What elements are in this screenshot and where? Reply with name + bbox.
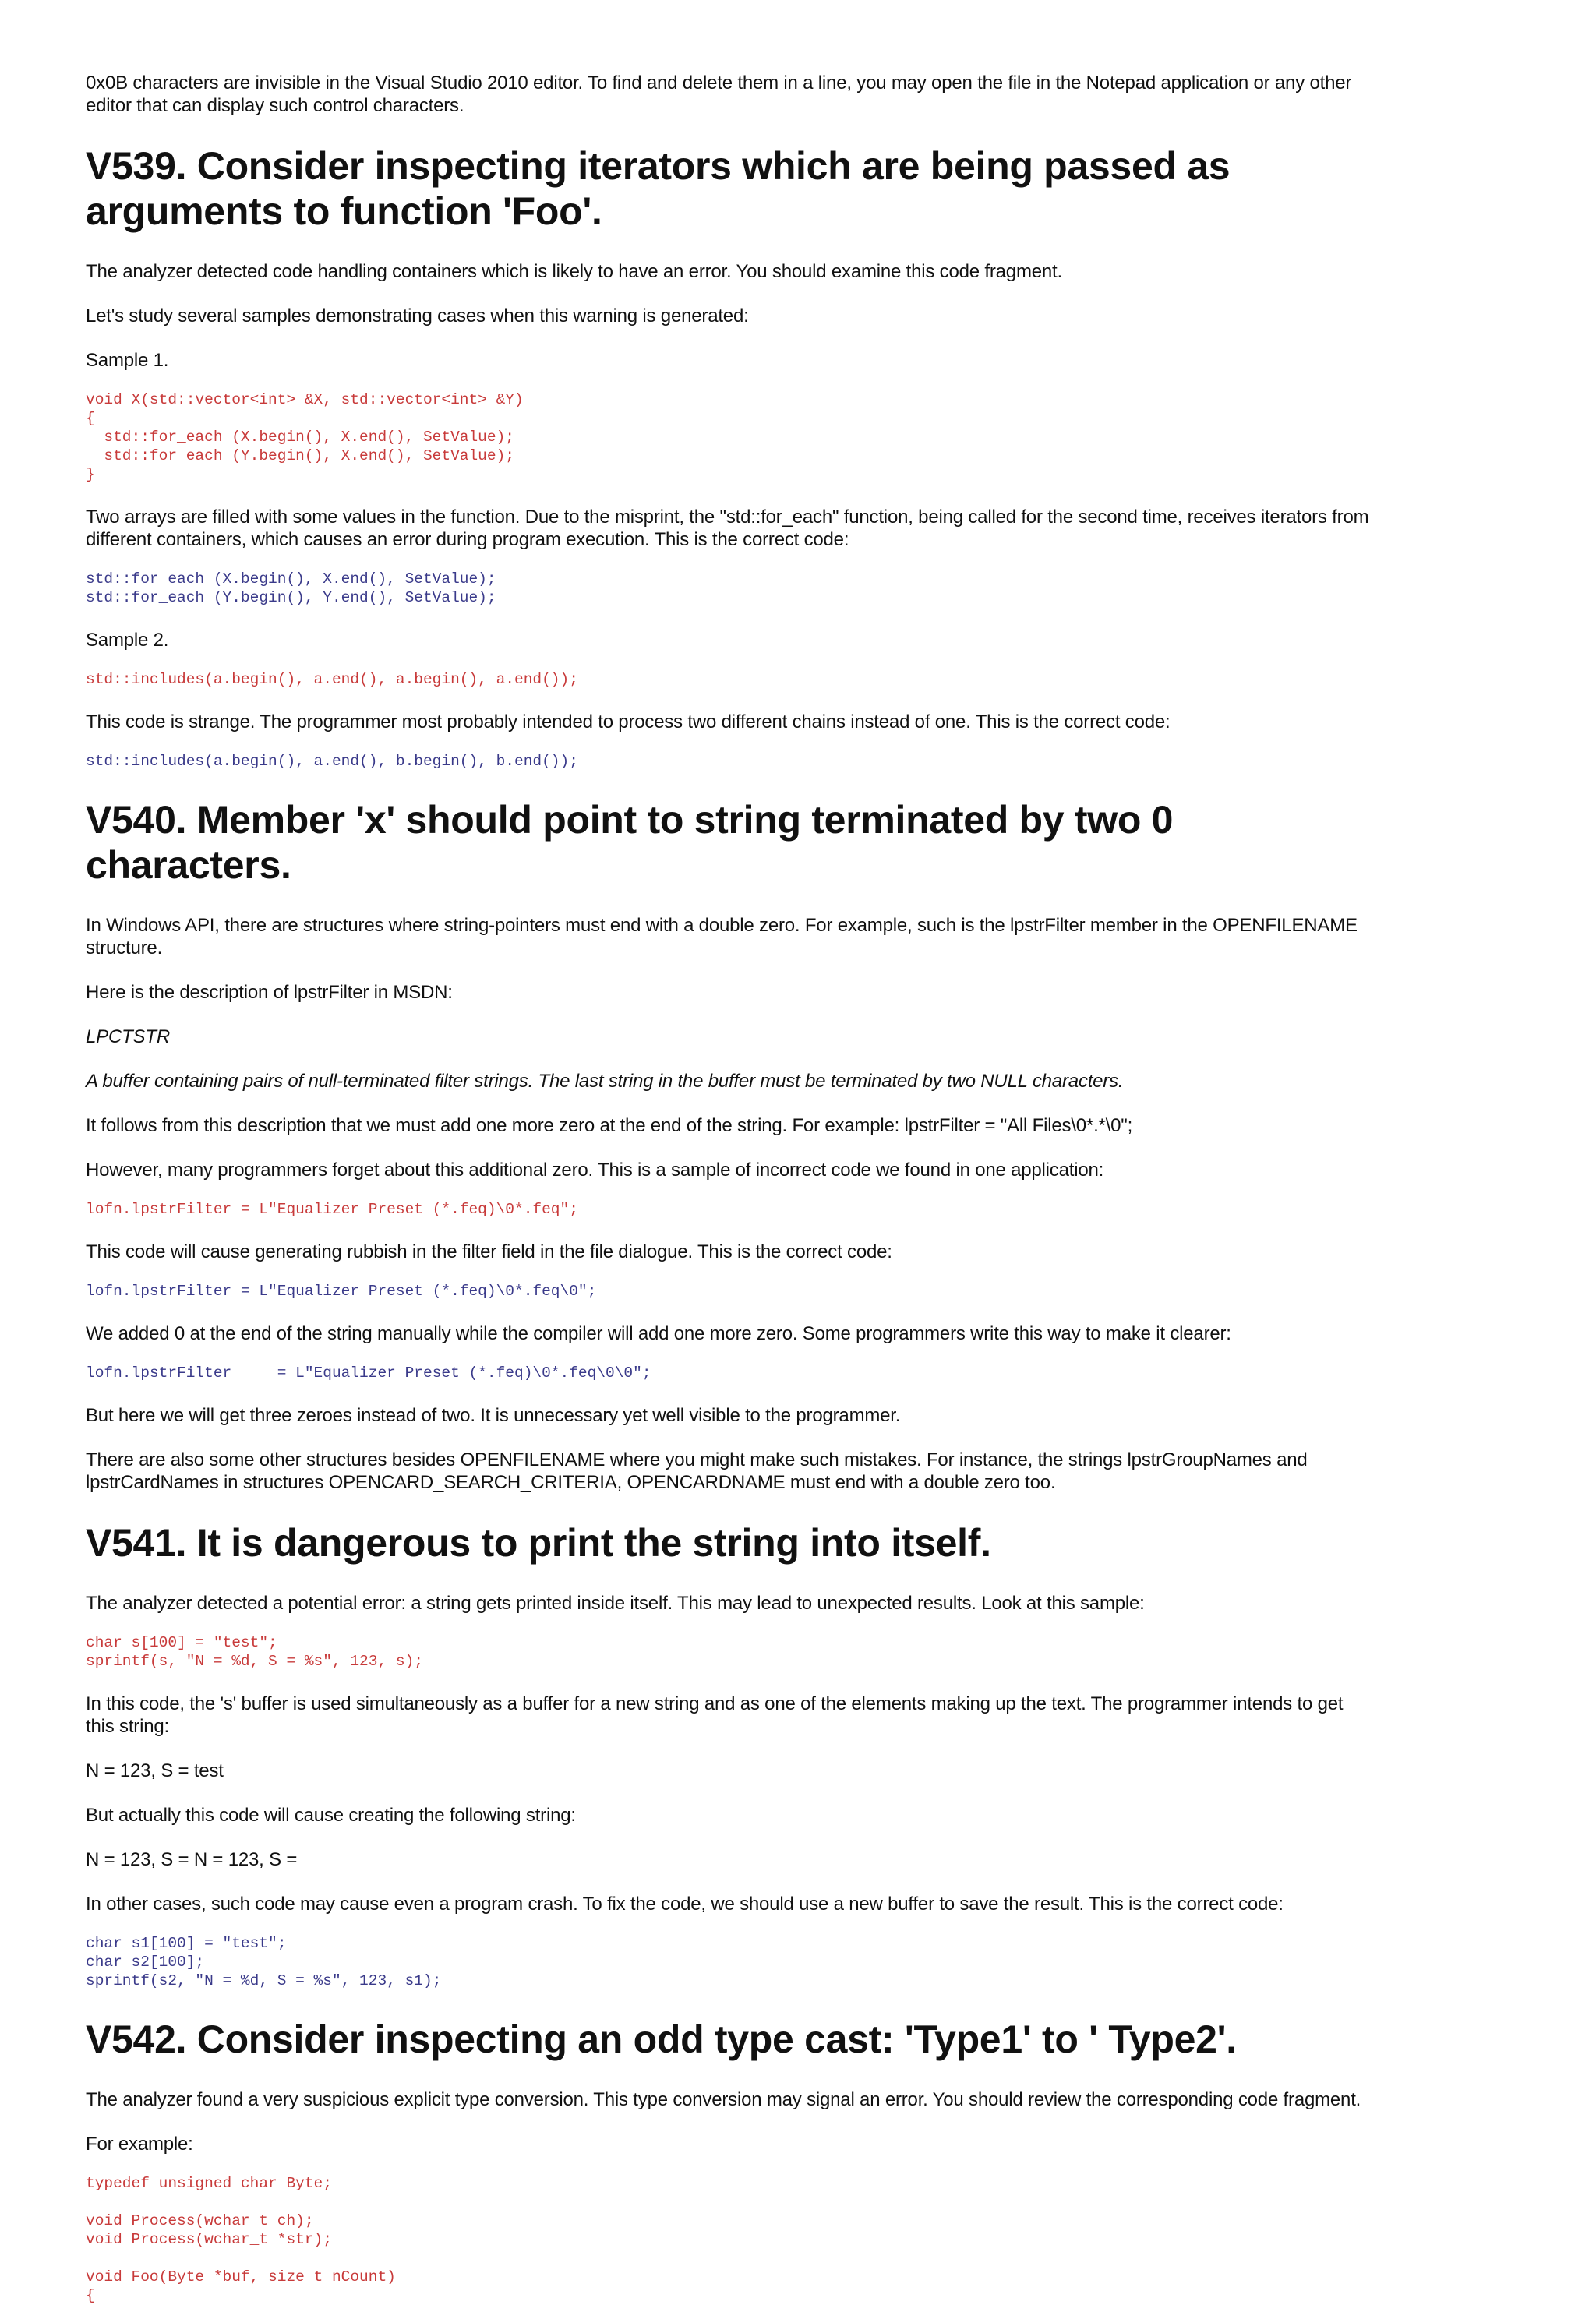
v539-code-correct-1: std::for_each (X.begin(), X.end(), SetValue); std::for_each (Y.begin(), Y.end(), SetValue); bbox=[86, 570, 496, 606]
v540-paragraph-6: However, many programmers forget about this additional zero. This is a sample of incorrect code we found in one application: bbox=[86, 1160, 1104, 1181]
section-v540 bbox=[86, 797, 1372, 1494]
v541-paragraph-2: In this code, the 's' buffer is used simultaneously as a buffer for a new string and as one of the elements making up the text. The programmer intends to get this string: bbox=[86, 1693, 1344, 1737]
v542-paragraph-1: The analyzer found a very suspicious explicit type conversion. This type conversion may signal an error. You should review the corresponding code fragment. bbox=[86, 2089, 1361, 2110]
v540-type-name: LPCTSTR bbox=[86, 1026, 170, 1047]
v539-sample-2-label: Sample 2. bbox=[86, 630, 169, 651]
v540-paragraph-2: Here is the description of lpstrFilter in MSDN: bbox=[86, 982, 453, 1003]
v540-paragraph-5: It follows from this description that we must add one more zero at the end of the string. For example: lpstrFilter = "All Files\0*.*\0"; bbox=[86, 1115, 1133, 1136]
v541-code-correct: char s1[100] = "test"; char s2[100]; sprintf(s2, "N = %d, S = %s", 123, s1); bbox=[86, 1935, 442, 1989]
v541-actual-output: N = 123, S = N = 123, S = bbox=[86, 1849, 298, 1870]
section-v541 bbox=[86, 1520, 1372, 1990]
section-v542 bbox=[86, 2017, 1372, 2305]
v540-paragraph-10: There are also some other structures besides OPENFILENAME where you might make such mistakes. For instance, the strings lpstrGroupNames and lpstrCardNames in structures OPENCARD_SEARCH_CRITERIA, OPENCARDNAME must end with a double zero too. bbox=[86, 1449, 1308, 1493]
intro-paragraph: 0x0B characters are invisible in the Visual Studio 2010 editor. To find and delete them in a line, you may open the file in the Notepad application or any other editor that can display such control characters. bbox=[86, 72, 1352, 116]
section-title-v542: V542. Consider inspecting an odd type cast: 'Type1' to ' Type2'. bbox=[86, 2017, 1237, 2061]
v539-code-incorrect-1: void X(std::vector<int> &X, std::vector<int> &Y) { std::for_each (X.begin(), X.end(), SetValue); std::for_each (Y.begin(), X.end(), SetValue); } bbox=[86, 391, 524, 483]
v539-paragraph-2: Let's study several samples demonstrating cases when this warning is generated: bbox=[86, 305, 749, 327]
v542-code-sample: typedef unsigned char Byte; void Process(wchar_t ch); void Process(wchar_t *str); void Foo(Byte *buf, size_t nCount) { bbox=[86, 2175, 396, 2304]
v539-paragraph-4: This code is strange. The programmer most probably intended to process two different chains instead of one. This is the correct code: bbox=[86, 711, 1171, 732]
v539-paragraph-1: The analyzer detected code handling containers which is likely to have an error. You should examine this code fragment. bbox=[86, 261, 1062, 282]
v539-paragraph-3: Two arrays are filled with some values in the function. Due to the misprint, the "std::for_each" function, being called for the second time, receives iterators from different containers, which causes an error during program execution. This is the correct code: bbox=[86, 507, 1369, 550]
v539-code-correct-2: std::includes(a.begin(), a.end(), b.begin(), b.end()); bbox=[86, 753, 578, 770]
section-v539 bbox=[86, 143, 1372, 771]
v540-paragraph-7: This code will cause generating rubbish in the filter field in the file dialogue. This is the correct code: bbox=[86, 1241, 892, 1262]
v539-sample-1-label: Sample 1. bbox=[86, 350, 169, 371]
v541-expected-output: N = 123, S = test bbox=[86, 1760, 224, 1781]
v542-paragraph-2: For example: bbox=[86, 2134, 193, 2155]
v540-msdn-quote: A buffer containing pairs of null-terminated filter strings. The last string in the buffer must be terminated by two NULL characters. bbox=[86, 1071, 1124, 1092]
v540-code-correct: lofn.lpstrFilter = L"Equalizer Preset (*.feq)\0*.feq\0"; bbox=[86, 1283, 597, 1300]
v541-code-incorrect: char s[100] = "test"; sprintf(s, "N = %d, S = %s", 123, s); bbox=[86, 1634, 423, 1670]
v541-paragraph-1: The analyzer detected a potential error: a string gets printed inside itself. This may lead to unexpected results. Look at this sample: bbox=[86, 1593, 1145, 1614]
document-page bbox=[86, 72, 1372, 2305]
section-title-v540: V540. Member 'x' should point to string terminated by two 0 characters. bbox=[86, 798, 1174, 887]
v540-paragraph-1: In Windows API, there are structures where string-pointers must end with a double zero. For example, such is the lpstrFilter member in the OPENFILENAME structure. bbox=[86, 915, 1358, 958]
v539-code-incorrect-2: std::includes(a.begin(), a.end(), a.begin(), a.end()); bbox=[86, 671, 578, 688]
v540-paragraph-9: But here we will get three zeroes instead of two. It is unnecessary yet well visible to the programmer. bbox=[86, 1405, 901, 1426]
v540-code-alternative: lofn.lpstrFilter = L"Equalizer Preset (*.feq)\0*.feq\0\0"; bbox=[86, 1364, 651, 1382]
section-title-v541: V541. It is dangerous to print the string into itself. bbox=[86, 1521, 991, 1565]
v540-paragraph-8: We added 0 at the end of the string manually while the compiler will add one more zero. Some programmers write this way to make it clearer: bbox=[86, 1323, 1231, 1344]
v541-paragraph-6: In other cases, such code may cause even a program crash. To fix the code, we should use a new buffer to save the result. This is the correct code: bbox=[86, 1894, 1284, 1915]
v541-paragraph-4: But actually this code will cause creating the following string: bbox=[86, 1805, 576, 1826]
section-title-v539: V539. Consider inspecting iterators which are being passed as arguments to function 'Foo'. bbox=[86, 144, 1231, 233]
v540-code-incorrect: lofn.lpstrFilter = L"Equalizer Preset (*.feq)\0*.feq"; bbox=[86, 1201, 578, 1218]
